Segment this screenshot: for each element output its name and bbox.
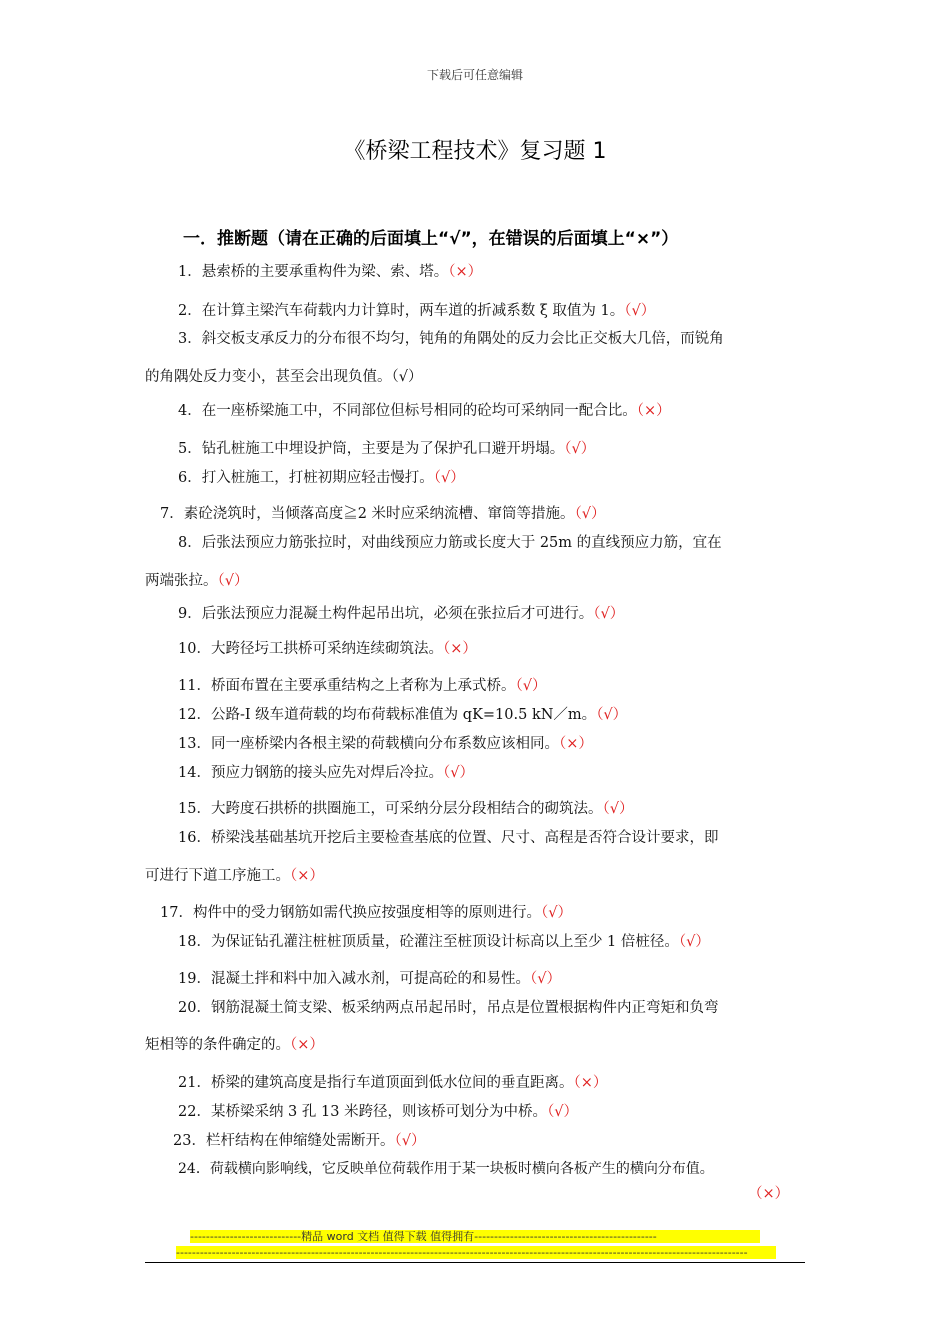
question-line bbox=[178, 602, 624, 623]
question-text: 20．钢筋混凝土简支梁、板采纳两点吊起吊时，吊点是位置根据构件内正弯矩和负弯 bbox=[178, 1000, 719, 1016]
question-text: 17．构件中的受力钢筋如需代换应按强度相等的原则进行。 bbox=[160, 905, 541, 921]
answer-mark: （√） bbox=[529, 971, 561, 987]
answer-mark: （√） bbox=[540, 905, 572, 921]
question-text: 23．栏杆结构在伸缩缝处需断开。 bbox=[173, 1133, 395, 1149]
answer-mark: （×） bbox=[290, 868, 324, 884]
question-line bbox=[178, 732, 593, 753]
answer-mark: （√） bbox=[515, 678, 547, 694]
question-text: 矩相等的条件确定的。 bbox=[145, 1037, 290, 1053]
question-text: 4．在一座桥梁施工中，不同部位但标号相同的砼均可采纳同一配合比。 bbox=[178, 403, 637, 419]
answer-mark: （√） bbox=[442, 765, 474, 781]
question-line bbox=[178, 1158, 714, 1178]
question-line bbox=[145, 1033, 324, 1054]
page-title: 《桥梁工程技术》复习题 1 bbox=[343, 139, 607, 164]
question-text: 18．为保证钻孔灌注桩桩顶质量，砼灌注至桩顶设计标高以上至少 1 倍桩径。 bbox=[178, 934, 679, 950]
answer-mark: （×） bbox=[448, 264, 483, 280]
question-text: 2．在计算主梁汽车荷载内力计算时，两车道的折减系数 ξ 取值为 1。 bbox=[178, 303, 625, 319]
question-text: 9．后张法预应力混凝土构件起吊出坑，必须在张拉后才可进行。 bbox=[178, 606, 594, 622]
question-line bbox=[145, 569, 249, 590]
question-text: 14．预应力钢筋的接头应先对焊后冷拉。 bbox=[178, 765, 443, 781]
answer-mark: （√） bbox=[391, 369, 423, 385]
question-line bbox=[145, 864, 324, 885]
footer-banner bbox=[190, 1230, 760, 1243]
footer-banner-text: ----------------------------精品 word 文档 值得下载 值得拥有---------------------------------------------- bbox=[190, 1230, 657, 1243]
footer-dash-line bbox=[176, 1246, 776, 1259]
question-line bbox=[178, 826, 718, 847]
question-text: 24．荷载横向影响线，它反映单位荷载作用于某一块板时横向各板产生的横向分布值。 bbox=[178, 1161, 714, 1177]
question-line bbox=[178, 437, 595, 458]
answer-mark: （√） bbox=[433, 470, 465, 486]
question-text: 15．大跨度石拱桥的拱圈施工，可采纳分层分段相结合的砌筑法。 bbox=[178, 801, 603, 817]
question-line bbox=[160, 901, 572, 922]
answer-mark: （×） bbox=[636, 403, 671, 419]
answer-mark: （×） bbox=[290, 1037, 324, 1053]
question-line bbox=[178, 761, 474, 782]
question-text: 3．斜交板支承反力的分布很不均匀，钝角的角隅处的反力会比正交板大几倍，而锐角 bbox=[178, 331, 724, 347]
answer-mark: （√） bbox=[602, 801, 634, 817]
question-line bbox=[178, 260, 482, 281]
answer-mark: （√） bbox=[596, 707, 628, 723]
answer-mark: （√） bbox=[593, 606, 625, 622]
header-note: 下载后可任意编辑 bbox=[426, 68, 523, 82]
question-text: 16．桥梁浅基础基坑开挖后主要检查基底的位置、尺寸、高程是否符合设计要求，即 bbox=[178, 830, 719, 846]
question-text: 10．大跨径圬工拱桥可采纳连续砌筑法。 bbox=[178, 641, 443, 657]
section-heading: 一．推断题（请在正确的后面填上“√”，在错误的后面填上“×”） bbox=[183, 229, 679, 249]
question-line bbox=[178, 996, 718, 1017]
question-line bbox=[178, 299, 655, 320]
question-line bbox=[178, 1071, 607, 1092]
question-text: 1．悬索桥的主要承重构件为梁、索、塔。 bbox=[178, 264, 449, 280]
question-line bbox=[178, 1100, 578, 1121]
question-text: 12．公路-I 级车道荷载的均布荷载标准值为 qK=10.5 kN／m。 bbox=[178, 707, 597, 723]
question-line bbox=[178, 399, 671, 420]
question-line bbox=[178, 930, 710, 951]
question-text: 7．素砼浇筑时，当倾落高度≧2 米时应采纳流槽、窜筒等措施。 bbox=[160, 506, 575, 522]
answer-mark: （√） bbox=[394, 1133, 426, 1149]
question-line bbox=[748, 1182, 789, 1203]
footer-dash-text: ------------------------------------------------------------------------------------------------------------------------------------------------ bbox=[176, 1246, 748, 1259]
footer-divider bbox=[145, 1262, 805, 1263]
question-line bbox=[178, 637, 477, 658]
question-text: 8．后张法预应力筋张拉时，对曲线预应力筋或长度大于 25m 的直线预应力筋，宜在 bbox=[178, 535, 722, 551]
question-text: 的角隅处反力变小，甚至会出现负值。 bbox=[145, 369, 392, 385]
answer-mark: （√） bbox=[564, 441, 596, 457]
question-text: 可进行下道工序施工。 bbox=[145, 868, 290, 884]
question-line bbox=[178, 327, 724, 348]
answer-mark: （√） bbox=[217, 573, 249, 589]
answer-mark: （√） bbox=[624, 303, 656, 319]
question-text: 两端张拉。 bbox=[145, 573, 218, 589]
question-line bbox=[178, 967, 561, 988]
question-line bbox=[145, 365, 423, 386]
answer-mark: （×） bbox=[442, 641, 477, 657]
answer-mark: （×） bbox=[748, 1186, 790, 1202]
question-text: 13．同一座桥梁内各根主梁的荷载横向分布系数应该相同。 bbox=[178, 736, 559, 752]
question-text: 5．钻孔桩施工中埋设护筒，主要是为了保护孔口避开坍塌。 bbox=[178, 441, 565, 457]
answer-mark: （×） bbox=[573, 1075, 608, 1091]
question-line bbox=[160, 502, 606, 523]
question-text: 19．混凝土拌和料中加入减水剂，可提高砼的和易性。 bbox=[178, 971, 530, 987]
question-text: 11．桥面布置在主要承重结构之上者称为上承式桥。 bbox=[178, 678, 516, 694]
answer-mark: （√） bbox=[574, 506, 606, 522]
answer-mark: （√） bbox=[547, 1104, 579, 1120]
question-line bbox=[178, 797, 633, 818]
question-line bbox=[178, 466, 465, 487]
question-line bbox=[178, 703, 627, 724]
answer-mark: （×） bbox=[558, 736, 593, 752]
question-text: 21．桥梁的建筑高度是指行车道顶面到低水位间的垂直距离。 bbox=[178, 1075, 574, 1091]
answer-mark: （√） bbox=[678, 934, 710, 950]
question-text: 6．打入桩施工，打桩初期应轻击慢打。 bbox=[178, 470, 434, 486]
question-line bbox=[173, 1129, 425, 1150]
question-text: 22．某桥梁采纳 3 孔 13 米跨径，则该桥可划分为中桥。 bbox=[178, 1104, 548, 1120]
question-line bbox=[178, 531, 722, 552]
question-line bbox=[178, 674, 546, 695]
